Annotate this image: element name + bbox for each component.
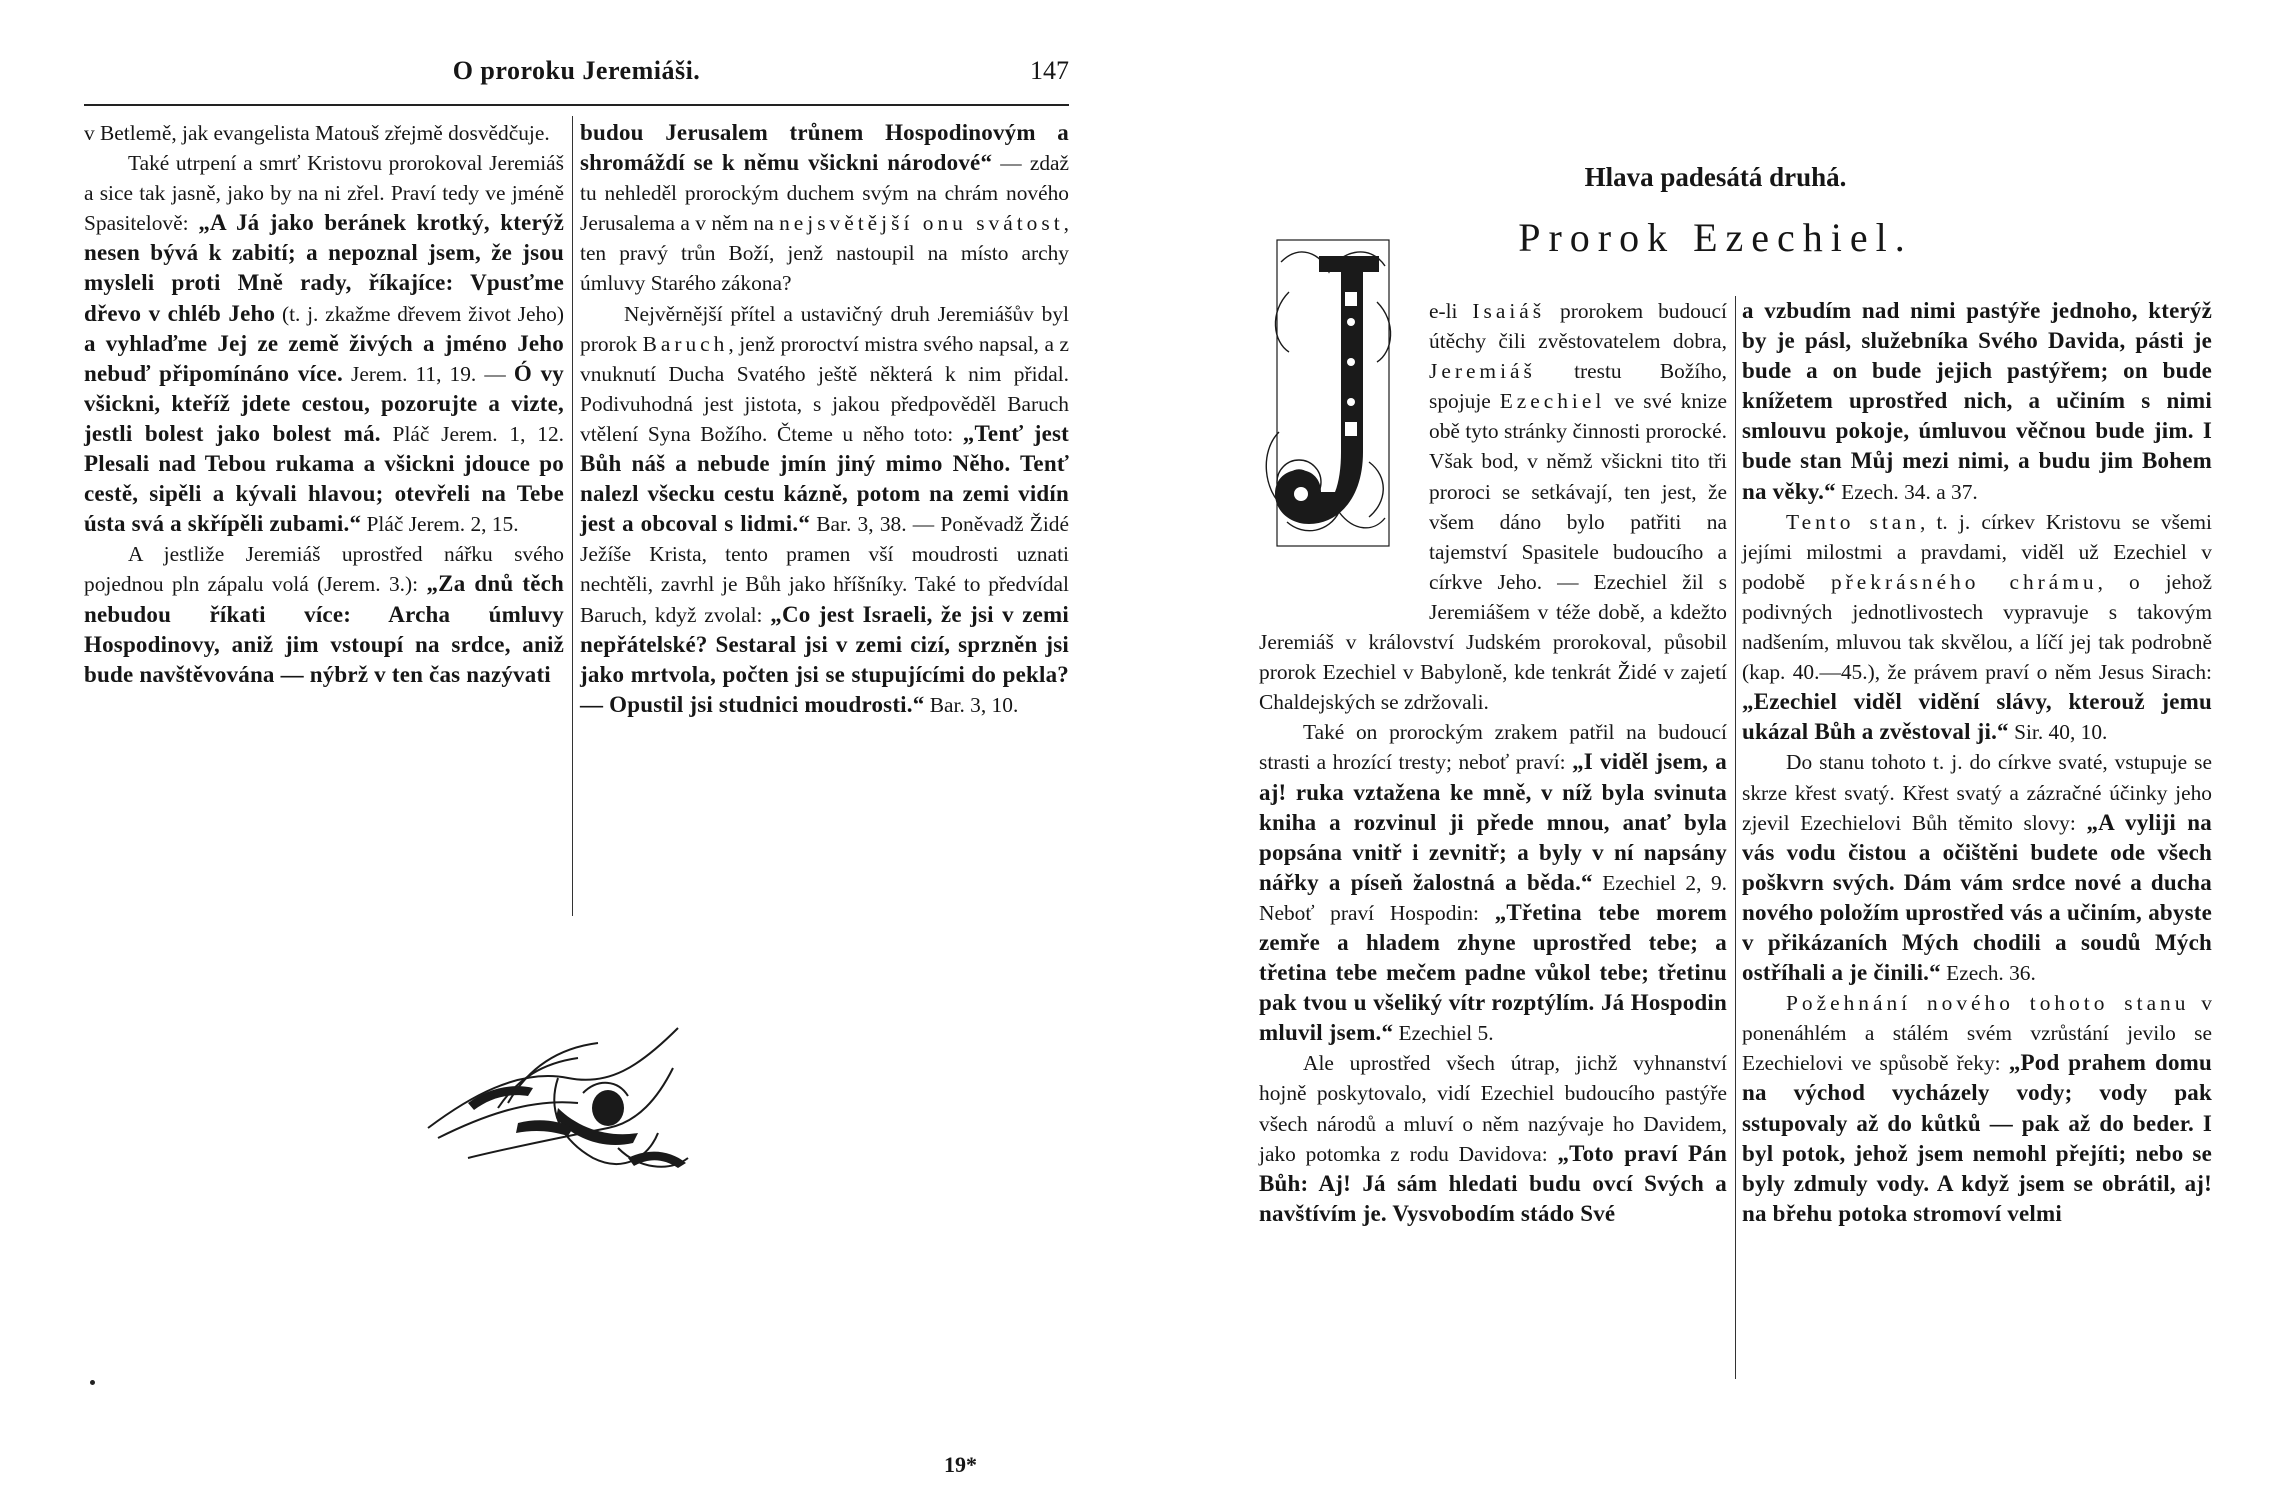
quote: „I viděl jsem, a aj! ruka vztažena ke mně, v níž byla svinuta kniha a rozvinul ji přede mnou, anať byla popsána vnitř i zevnitř; a byly v ní napsány nářky a píseň žalostná a běda.“	[1259, 749, 1727, 895]
text: (t. j. zkažme dřevem život Jeho)	[275, 301, 564, 326]
text: prorokem budoucí útěchy čili zvěstovatelem dobra,	[1429, 299, 1727, 354]
paragraph	[1259, 717, 1727, 1048]
angel-vignette-icon	[408, 1008, 708, 1188]
left-column-2	[580, 118, 1069, 720]
text: — zdaž tu nehleděl prorockým duchem svým na chrám nového Jerusalema a v něm na	[580, 151, 1070, 236]
text: , t. j. církev Kristovu se všemi jejími milostmi a pravdami, viděl už Ezechiel v podobě	[1742, 509, 2212, 594]
paragraph	[84, 539, 564, 689]
text: Ale uprostřed všech útrap, jichž vyhnanství hojně poskytovalo, vidí Ezechiel budoucího pastýře všech národů a mluví o něm nazývaje ho Davidem, jako potomka z rodu Davidova:	[1259, 1051, 1727, 1166]
column-divider	[1735, 296, 1736, 1379]
quote: „Za dnů těch nebudou říkati více: Archa úmluvy Hospodinovy, aniž jim vstoupí na srdce, aniž bude navštěvována — nýbrž v ten čas nazývati	[84, 571, 564, 687]
right-page	[1139, 0, 2278, 1500]
quote: „Toto praví Pán Bůh: Aj! Já sám hledati budu ovcí Svých a navštívím je. Vysvobodím stádo Své	[1259, 1140, 1728, 1226]
quote: „A Já jako beránek krotký, kterýž nesen bývá k zabití; a nepoznal jsem, že jsou mysleli proti Mně rady, říkajíce: Vpusťme dřevo v chléb Jeho	[84, 210, 564, 326]
citation: Pláč Jerem. 1, 12.	[380, 421, 564, 446]
quote: Ó vy všickni, kteříž jdete cestou, pozorujte a vizte, jestli bolest jako bolest má.	[84, 360, 564, 446]
text: Také on prorockým zrakem patřil na budoucí strasti a hrozící tresty; neboť praví:	[1259, 720, 1727, 775]
paragraph	[580, 118, 1069, 299]
citation: Sir. 40, 10.	[2008, 720, 2108, 745]
citation: Bar. 3, 10.	[924, 692, 1019, 717]
emphasis: Isaiáš	[1472, 299, 1546, 323]
text: v Betlemě, jak evangelista Matouš zřejmě dosvědčuje.	[84, 121, 550, 145]
quote: „Co jest Israeli, že jsi v zemi nepřátelské? Sestaral jsi v zemi cizí, sprzněn jsi jako mrtvola, počten jsi se stupujícími do pekla? — Opustil jsi studnici moudrosti.“	[580, 601, 1069, 717]
text: v ponenáhlém a stálém svém vzrůstání jevilo se Ezechielovi ve spůsobě řeky:	[1742, 991, 2212, 1076]
citation: Ezech. 34. a 37.	[1835, 479, 1978, 504]
emphasis: nejsvětější onu svátost	[779, 211, 1064, 236]
column-divider	[572, 116, 573, 916]
right-column-2	[1742, 296, 2212, 1229]
text: Do stanu tohoto t. j. do církve svaté, vstupuje se skrze křest svatý. Křest svatý a zázračné účinky jeho zjevil Ezechielovi Bůh těmito slovy:	[1742, 750, 2212, 835]
text: ve své knize obě tyto stránky činnosti prorocké. Však bod, v němž všickni tito tři proroci se setkávají, ten jest, že všem dáno bylo patřiti na tajemství Spasitele budoucího a církve Jeho. — Ezechiel žil s Jeremiášem v téže době, a kdežto Jeremiáš v království Judském prorokoval, působil prorok Ezechiel v Babyloně, kde tenkrát Židé v zajetí Chaldejských se zdržovali.	[1259, 389, 1727, 715]
text: , jenž proroctví mistra svého napsal, a z vnuknutí Ducha Svatého ještě některá k nim přidal. Podivuhodná jest jistota, s jakou předpověděl Baruch vtělení Syna Božího. Čteme u něho toto:	[580, 331, 1069, 446]
paragraph	[1742, 507, 2212, 748]
quote: „A vyliji na vás vodu čistou a očištěni budete ode všech poškvrn svých. Dám vám srdce nové a ducha nového položím uprostřed vás a učiním, abyste v přikázaních Mých chodili a soudů Mých ostříhali a je činili.“	[1742, 809, 2212, 986]
text: Ezechiel 2, 9. Neboť praví Hospodin:	[1259, 870, 1727, 925]
text: Nejvěrnější přítel a ustavičný druh Jeremiášův byl prorok	[580, 301, 1069, 356]
quote: a vzbudím nad nimi pastýře jednoho, kterýž by je pásl, služebníka Svého Davida, pásti je bude a on bude jejich pastýřem; on bude knížetem uprostřed nich, a učiním s nimi smlouvu pokoje, úmluvou věčnou bude jim. I bude stan Můj mezi nimi, a budu jim Bohem na věky.“	[1742, 298, 2212, 504]
emphasis: Baruch	[642, 331, 729, 356]
emphasis: překrásného chrámu	[1830, 569, 2098, 594]
text: Také utrpení a smrť Kristovu prorokoval Jeremiáš a sice tak jasně, jako by na ni zřel. Praví tedy ve jméně Spasitelově:	[84, 151, 564, 236]
left-column-1	[84, 118, 564, 690]
emphasis: Ezechiel	[1499, 389, 1606, 414]
page-number: 147	[1030, 56, 1069, 85]
sheet-signature: 19*	[944, 1452, 977, 1477]
running-head	[84, 56, 1069, 96]
quote: a vyhlaďme Jej ze země živých a jméno Jeho nebuď připomínáno více.	[84, 330, 564, 386]
quote: „Ezechiel viděl vidění slávy, kterouž jemu ukázal Bůh a zvěstoval ji.“	[1742, 689, 2212, 745]
text: e-li	[1429, 299, 1473, 323]
paragraph	[1259, 1048, 1727, 1229]
stray-ink-mark	[90, 1380, 95, 1385]
chapter-title: Prorok Ezechiel.	[1518, 215, 1913, 260]
paragraph	[1742, 747, 2212, 988]
quote: „Tenť jest Bůh náš a nebude jmín jiný mimo Něho. Tenť nalezl všecku cestu kázně, potom na zemi vidín jest a obcoval s lidmi.“	[580, 420, 1069, 537]
paragraph	[580, 299, 1069, 720]
ornamental-initial-J-icon	[1259, 232, 1407, 554]
running-title: O proroku Jeremiáši.	[452, 56, 701, 85]
quote: „Třetina tebe morem zemře a hladem zhyne uprostřed tebe; a třetina tebe mečem padne vůkol tebe; třetinu pak tvou u všeliký vítr rozptýlím. Já Hospodin mluvil jsem.“	[1259, 899, 1727, 1046]
emphasis: Tento stan	[1786, 509, 1920, 534]
citation: Jerem. 11, 19. —	[342, 361, 514, 386]
text: trestu Božího, spojuje	[1429, 359, 1727, 414]
text: , ten pravý trůn Boží, jenž nastoupil na místo archy úmluvy Starého zákona?	[580, 211, 1069, 296]
paragraph	[84, 148, 564, 539]
emphasis: Požehnání nového tohoto stanu	[1786, 991, 2190, 1016]
quote: budou Jerusalem trůnem Hospodinovým a shromáždí se k němu všickni národové“	[580, 120, 1069, 176]
paragraph	[84, 118, 564, 148]
text: , o jehož podivných jednotlivostech vypravuje s takovým nadšením, mluvou tak skvělou, a líčí jej tak podrobně (kap. 40.—45.), že právem praví o něm Jesus Sirach:	[1742, 569, 2212, 685]
quote: „Pod prahem domu na východ vycházely vody; vody pak sstupovaly až do kůtků — pak až do beder. I byl potok, jehož jsem nemohl přejíti; nebo se byly zdmuly vody. A když jsem se obrátil, aj! na břehu potoka stromoví velmi	[1742, 1050, 2212, 1226]
chapter-heading: Hlava padesátá druhá.	[1584, 162, 1847, 192]
citation: Ezechiel 5.	[1393, 1021, 1494, 1046]
quote: Plesali nad Tebou rukama a všickni jdouce po cestě, sipěli a kývali hlavou; otevřeli na Tebe ústa svá a skřípěli zubami.“	[84, 451, 564, 537]
text: Bar. 3, 38. — Poněvadž Židé Ježíše Krista, tento pramen vší moudrosti uznati nechtěli, zavrhl je Bůh jako hříšníky. Také to předvídal Baruch, když zvolal:	[580, 512, 1069, 627]
citation: Pláč Jerem. 2, 15.	[361, 512, 519, 537]
text: A jestliže Jeremiáš uprostřed nářku svého pojednou pln zápalu volá (Jerem. 3.):	[84, 542, 564, 597]
citation: Ezech. 36.	[1940, 961, 2036, 986]
header-rule	[84, 104, 1069, 106]
paragraph	[1742, 988, 2212, 1229]
emphasis: Jeremiáš	[1429, 359, 1536, 384]
paragraph	[1742, 296, 2212, 507]
